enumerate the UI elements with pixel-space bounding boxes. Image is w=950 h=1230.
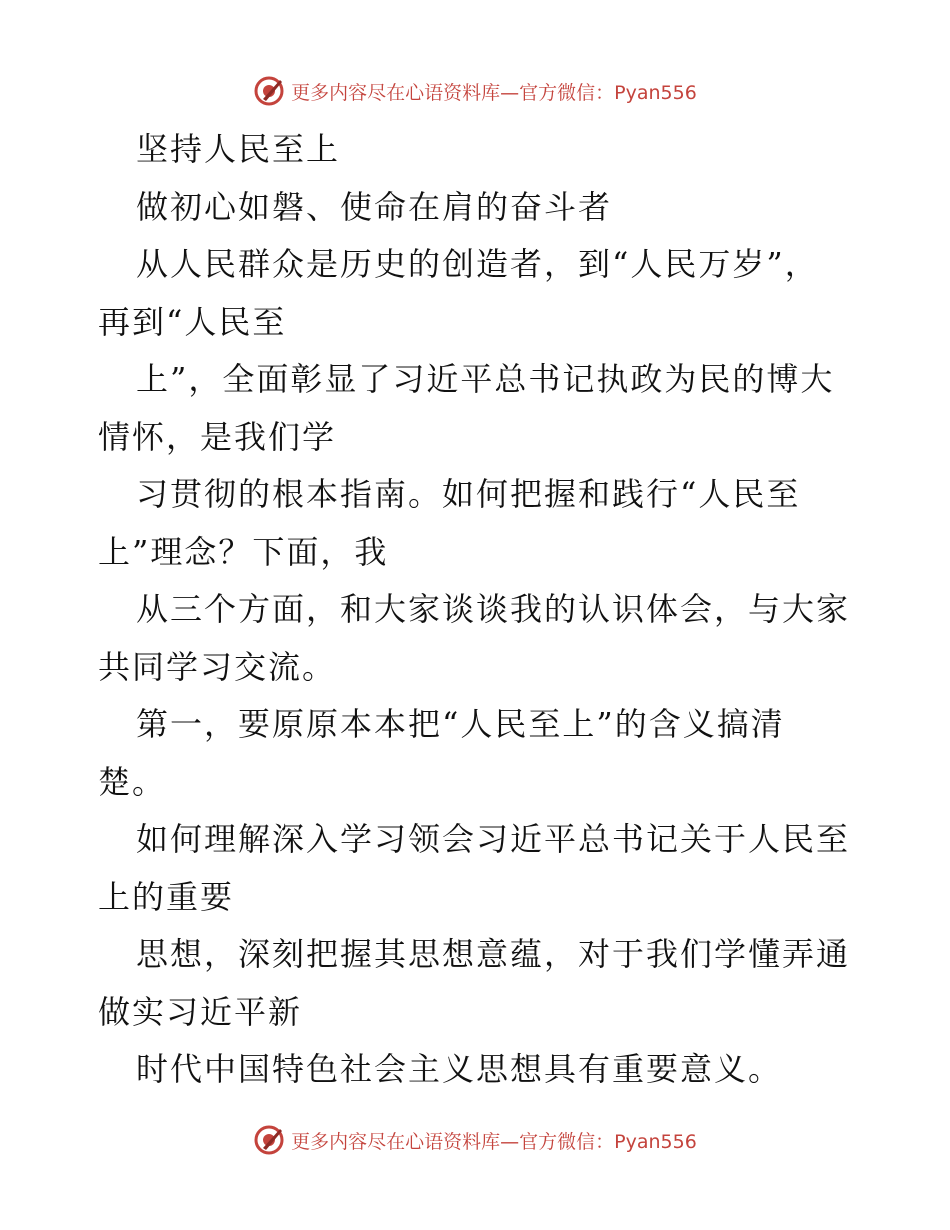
banner-text: 更多内容尽在心语资料库 [291,1130,501,1153]
text-line: 思想，深刻把握其思想意蕴，对于我们学懂弄通 [136,935,851,973]
text-line: 情怀，是我们学 [98,417,337,456]
text-line: 上的重要 [98,877,235,916]
text-line: 做实习近平新 [98,992,303,1031]
document-body [98,121,858,1099]
text-line: 习贯彻的根本指南。如何把握和践行“人民至 [136,475,801,513]
banner-official-account: —官方微信：Pyan556 [500,1130,697,1153]
text-line: 时代中国特色社会主义思想具有重要意义。 [136,1050,783,1088]
text-line: 楚。 [98,762,167,801]
text-line: 第一，要原原本本把“人民至上”的含义搞清 [136,705,785,743]
text-line: 如何理解深入学习领会习近平总书记关于人民至 [136,820,851,858]
text-line: 上”，全面彰显了习近平总书记执政为民的博大 [136,360,835,398]
text-line: 做初心如磐、使命在肩的奋斗者 [136,187,613,226]
banner-official-account: —官方微信：Pyan556 [500,81,697,104]
text-line: 上”理念？下面，我 [98,532,389,571]
pen-badge-icon [253,1124,285,1156]
header-banner [0,71,950,111]
text-line: 共同学习交流。 [98,647,337,686]
banner-text: 更多内容尽在心语资料库 [291,81,501,104]
pen-badge-icon [253,75,285,107]
footer-banner [0,1120,950,1160]
text-line: 坚持人民至上 [136,130,341,168]
text-line: 再到“人民至 [98,302,287,341]
text-line: 从人民群众是历史的创造者，到“人民万岁”， [136,245,819,283]
text-line: 从三个方面，和大家谈谈我的认识体会，与大家 [136,590,851,628]
